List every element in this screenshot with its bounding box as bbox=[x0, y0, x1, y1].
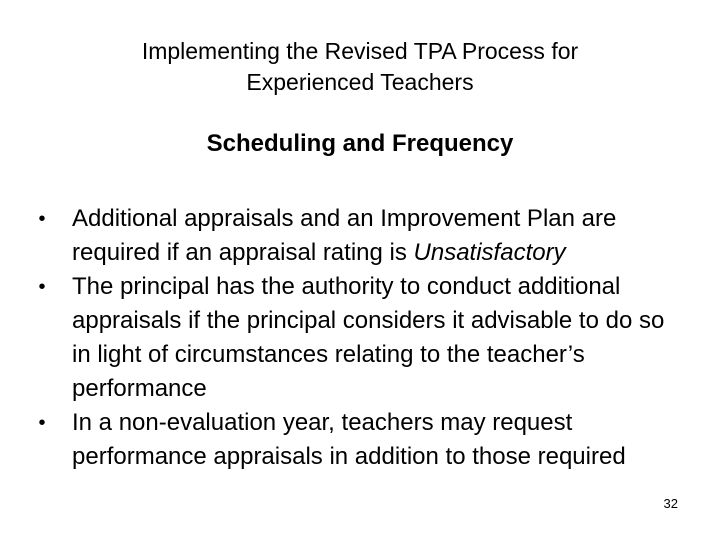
bullet-text: In a non-evaluation year, teachers may request performance appraisals in addition to those required bbox=[72, 409, 626, 470]
bullet-item bbox=[34, 406, 674, 474]
bullet-item bbox=[34, 202, 674, 270]
bullet-icon: • bbox=[38, 412, 46, 434]
bullet-text: Additional appraisals and an Improvement Plan are required if an appraisal rating is bbox=[72, 205, 617, 266]
title-line-2: Experienced Teachers bbox=[246, 69, 474, 95]
bullet-text: The principal has the authority to conduct additional appraisals if the principal considers it advisable to do so in light of circumstances relating to the teacher’s performance bbox=[72, 273, 665, 402]
title-line-1: Implementing the Revised TPA Process for bbox=[141, 38, 579, 64]
bullet-emphasis: Unsatisfactory bbox=[413, 239, 566, 266]
bullet-icon: • bbox=[38, 208, 46, 230]
bullet-list bbox=[34, 202, 674, 474]
slide-title bbox=[60, 36, 660, 98]
bullet-item bbox=[34, 270, 674, 406]
page-number: 32 bbox=[663, 496, 678, 511]
section-heading: Scheduling and Frequency bbox=[206, 130, 514, 157]
bullet-icon: • bbox=[38, 276, 46, 298]
